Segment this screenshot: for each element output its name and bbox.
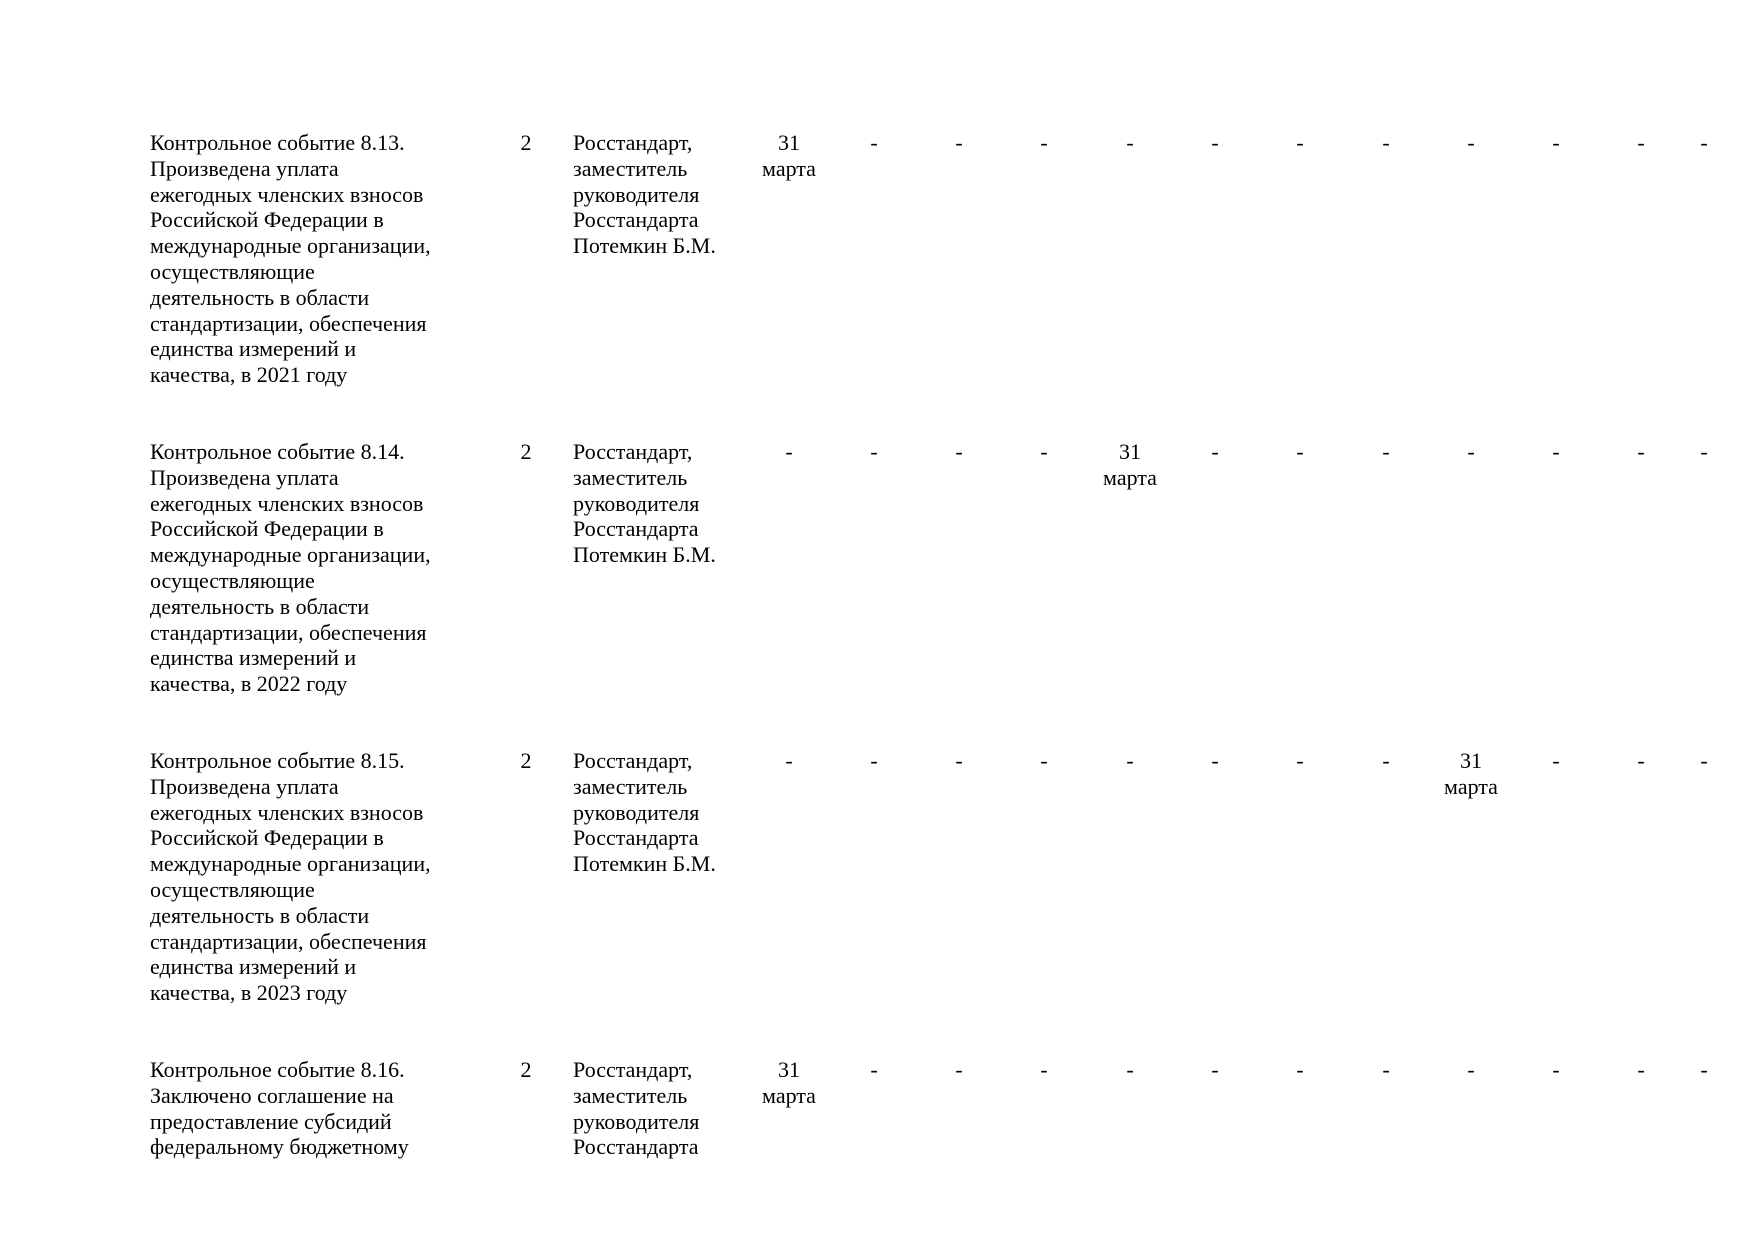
month-cell: 31 марта — [762, 1057, 816, 1108]
month-cell: 31 марта — [1103, 439, 1157, 490]
month-cell: - — [1700, 1057, 1708, 1082]
event-description: Контрольное событие 8.14. Произведена уплата ежегодных членских взносов Российской Федерации в международные организации, осуществляющие деятельность в области стандартизации, обеспечения единства измерений и качества, в 2022 году — [150, 439, 431, 697]
month-cell: - — [1382, 439, 1390, 464]
month-cell: - — [1382, 130, 1390, 155]
month-cell: - — [785, 748, 793, 773]
month-cell: - — [1211, 439, 1219, 464]
event-level: 2 — [520, 1057, 532, 1082]
month-cell: - — [1637, 748, 1645, 773]
month-cell: - — [1467, 439, 1475, 464]
month-cell: - — [1700, 130, 1708, 155]
responsible-executor: Росстандарт, заместитель руководителя Росстандарта Потемкин Б.М. — [573, 748, 716, 877]
month-cell: - — [1296, 748, 1304, 773]
month-cell: - — [955, 439, 963, 464]
month-cell: - — [955, 1057, 963, 1082]
month-cell: 31 марта — [1444, 748, 1498, 799]
month-cell: - — [1382, 1057, 1390, 1082]
month-cell: - — [870, 748, 878, 773]
month-cell: - — [1700, 748, 1708, 773]
month-cell: - — [955, 748, 963, 773]
month-cell: - — [870, 439, 878, 464]
month-cell: - — [1552, 1057, 1560, 1082]
month-cell: - — [1040, 748, 1048, 773]
month-cell: - — [1637, 1057, 1645, 1082]
month-cell: - — [1700, 439, 1708, 464]
responsible-executor: Росстандарт, заместитель руководителя Росстандарта Потемкин Б.М. — [573, 130, 716, 259]
event-level: 2 — [520, 748, 532, 773]
month-cell: - — [1637, 439, 1645, 464]
month-cell: - — [1296, 1057, 1304, 1082]
event-description: Контрольное событие 8.13. Произведена уплата ежегодных членских взносов Российской Федерации в международные организации, осуществляющие деятельность в области стандартизации, обеспечения единства измерений и качества, в 2021 году — [150, 130, 431, 388]
month-cell: - — [1552, 748, 1560, 773]
event-level: 2 — [520, 130, 532, 155]
month-cell: - — [1040, 1057, 1048, 1082]
month-cell: - — [1126, 130, 1134, 155]
responsible-executor: Росстандарт, заместитель руководителя Росстандарта — [573, 1057, 700, 1160]
month-cell: - — [1296, 130, 1304, 155]
month-cell: - — [1637, 130, 1645, 155]
month-cell: - — [1211, 130, 1219, 155]
month-cell: - — [1040, 439, 1048, 464]
event-level: 2 — [520, 439, 532, 464]
month-cell: - — [870, 1057, 878, 1082]
responsible-executor: Росстандарт, заместитель руководителя Росстандарта Потемкин Б.М. — [573, 439, 716, 568]
month-cell: - — [1552, 439, 1560, 464]
event-description: Контрольное событие 8.16. Заключено соглашение на предоставление субсидий федеральному бюджетному — [150, 1057, 409, 1160]
month-cell: - — [1126, 748, 1134, 773]
month-cell: - — [1467, 1057, 1475, 1082]
month-cell: - — [1552, 130, 1560, 155]
month-cell: - — [785, 439, 793, 464]
event-description: Контрольное событие 8.15. Произведена уплата ежегодных членских взносов Российской Федерации в международные организации, осуществляющие деятельность в области стандартизации, обеспечения единства измерений и качества, в 2023 году — [150, 748, 431, 1006]
month-cell: - — [1211, 1057, 1219, 1082]
month-cell: - — [1382, 748, 1390, 773]
month-cell: - — [870, 130, 878, 155]
month-cell: - — [1126, 1057, 1134, 1082]
month-cell: 31 марта — [762, 130, 816, 181]
month-cell: - — [1040, 130, 1048, 155]
month-cell: - — [955, 130, 963, 155]
month-cell: - — [1211, 748, 1219, 773]
month-cell: - — [1296, 439, 1304, 464]
month-cell: - — [1467, 130, 1475, 155]
